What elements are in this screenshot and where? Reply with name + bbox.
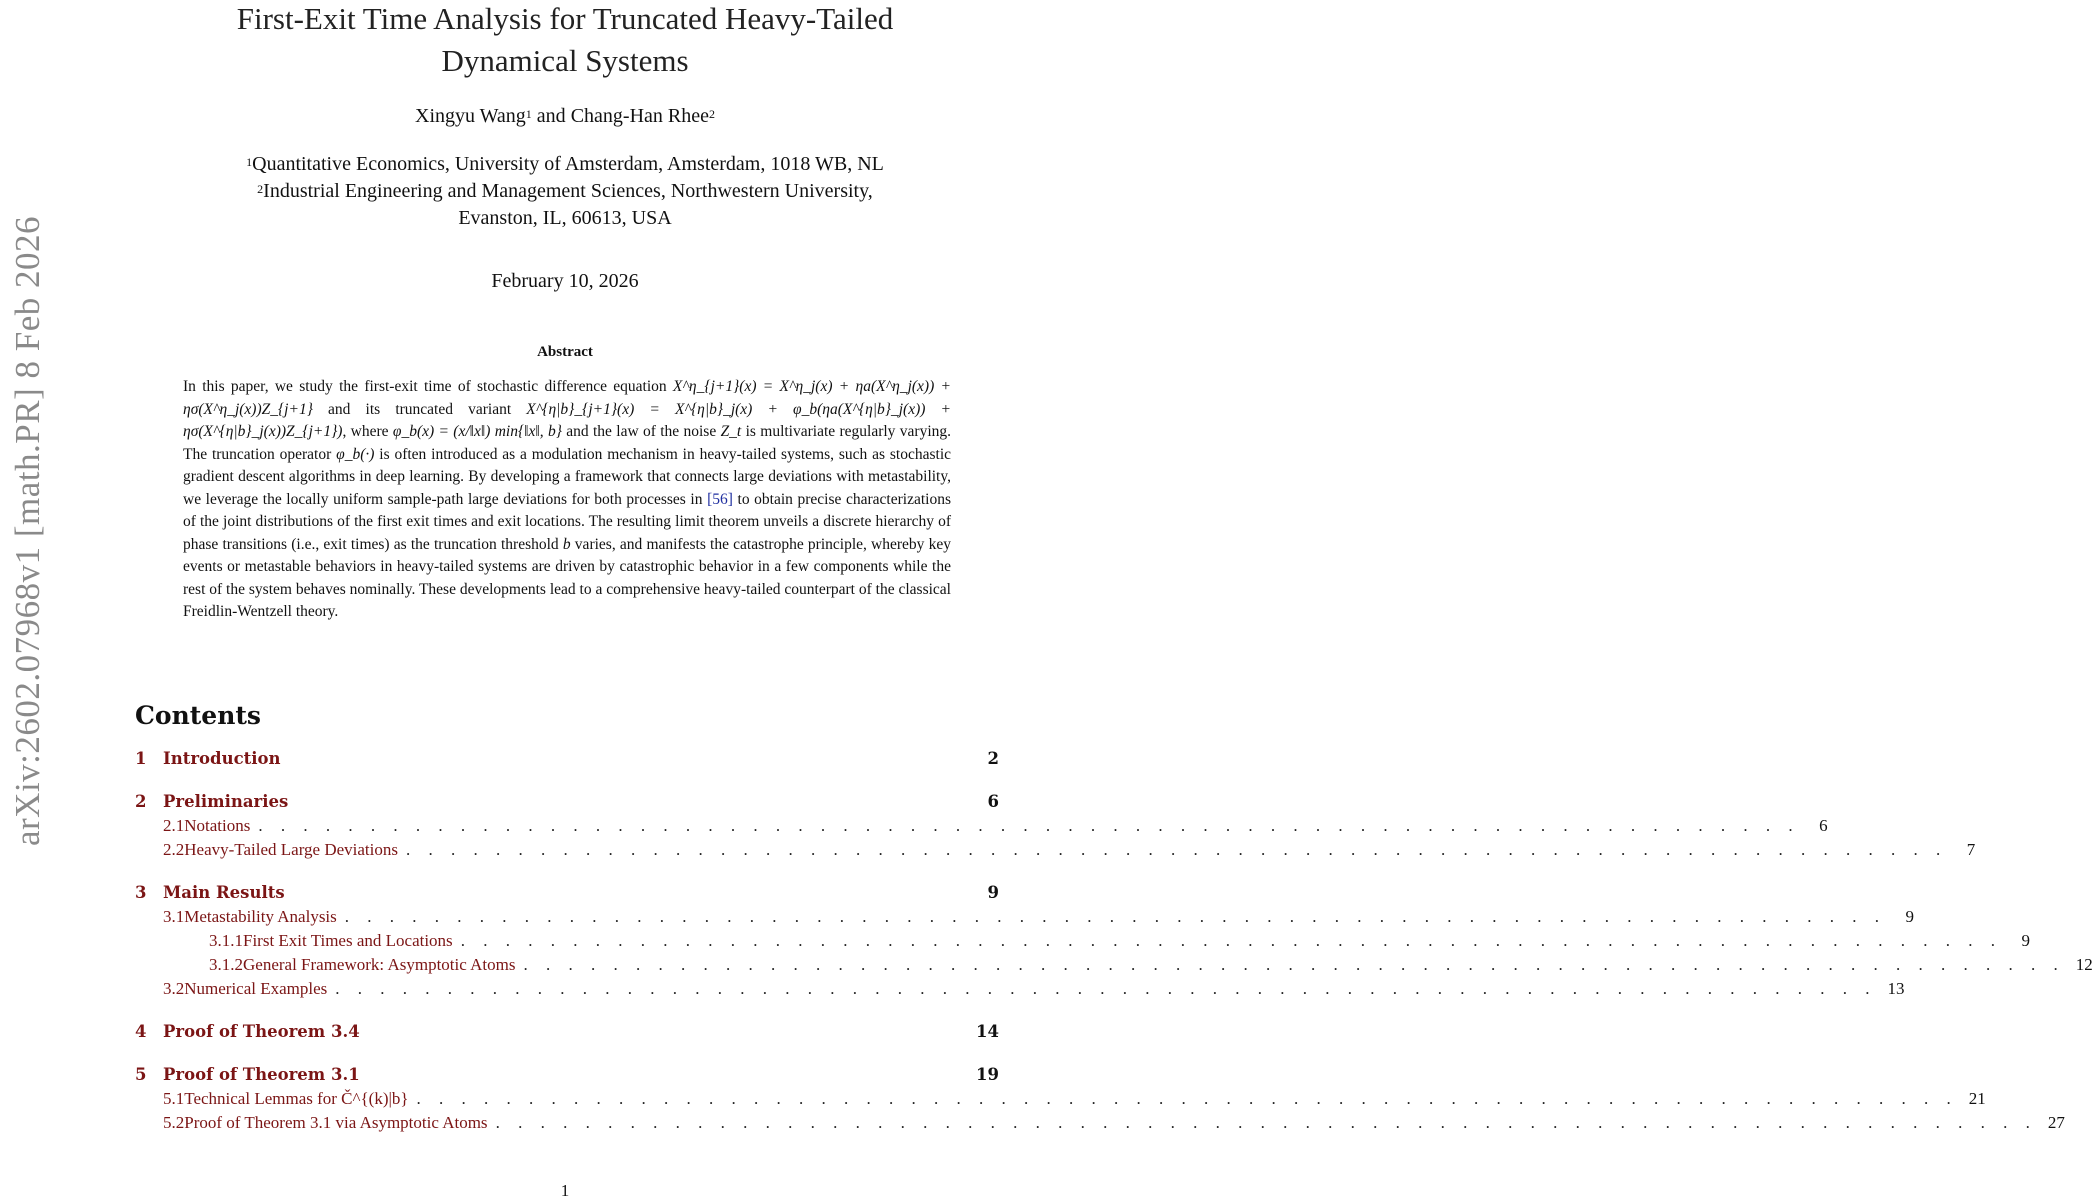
toc-entry-number: 2 (135, 792, 147, 811)
toc-dot-leader: . . . . . . . . . . . . . . . . . . . . . . . . . . . . . . . . . . . . . . . . . . . . . . . . . . . . . . . . . . . . . . . . . . . . . (335, 979, 1877, 998)
arxiv-identifier-text: arXiv:2602.07968v1 [math.PR] 8 Feb 2026 (8, 215, 47, 847)
toc-entry-page[interactable]: 6 (1819, 816, 1828, 835)
toc-entry-number: 2.2 (163, 840, 185, 859)
toc-dot-leader: . . . . . . . . . . . . . . . . . . . . . . . . . . . . . . . . . . . . . . . . . . . . . . . . . . . . . . . . . . . . . . . . . . . . . (258, 816, 1800, 835)
toc-dot-leader: . . . . . . . . . . . . . . . . . . . . . . . . . . . . . . . . . . . . . . . . . . . . . . . . . . . . . . . . . . . . . . . . . . . . . (495, 1113, 2037, 1132)
abstract-heading: Abstract (537, 344, 593, 360)
toc-entry-number: 3 (135, 883, 147, 902)
toc-entry-label[interactable]: Main Results (163, 883, 285, 902)
toc-entry-label[interactable]: First Exit Times and Locations (243, 931, 453, 950)
toc-entry[interactable] (163, 816, 1828, 840)
citation-link-56[interactable]: [56] (707, 490, 733, 508)
author-2-name: Chang-Han Rhee (570, 105, 709, 127)
toc-entry[interactable] (163, 907, 1915, 931)
affiliation-2-line2: Evanston, IL, 60613, USA (458, 207, 672, 229)
page-number: 1 (560, 1181, 570, 1200)
toc-entry-label[interactable]: Heavy-Tailed Large Deviations (184, 840, 398, 859)
contents-heading: Contents (135, 701, 262, 730)
abstract-text-2: and its truncated variant (312, 400, 527, 418)
affiliation-1-text: Quantitative Economics, University of Amsterdam, Amsterdam, 1018 WB, NL (252, 153, 884, 175)
toc-entry-page[interactable]: 9 (2021, 931, 2030, 950)
affiliations (120, 151, 1010, 232)
arxiv-identifier-stamp (8, 181, 48, 881)
affiliation-1 (120, 151, 1010, 178)
toc-dot-leader: . . . . . . . . . . . . . . . . . . . . . . . . . . . . . . . . . . . . . . . . . . . . . . . . . . . . . . . . . . . . . . . . . . . . . (460, 931, 2002, 950)
toc-entry-number: 1 (135, 749, 147, 768)
toc-entry-number: 4 (135, 1022, 147, 1041)
author-list (120, 103, 1010, 129)
toc-entry[interactable] (163, 1089, 1986, 1113)
toc-entry[interactable] (209, 955, 2093, 979)
toc-entry-page[interactable]: 9 (987, 883, 999, 902)
toc-entry-label[interactable]: Proof of Theorem 3.1 (163, 1065, 360, 1084)
toc-entry-page[interactable]: 19 (976, 1065, 999, 1084)
toc-entry-label[interactable]: Technical Lemmas for Č^{(k)|b} (184, 1089, 409, 1108)
toc-entry-label[interactable]: Preliminaries (163, 792, 289, 811)
author-1-name: Xingyu Wang (415, 105, 526, 127)
toc-entry-number: 3.1.1 (209, 931, 243, 950)
abstract-math-noise: Z_t (720, 423, 742, 440)
toc-entry[interactable] (209, 931, 2030, 955)
toc-entry-number: 5.1 (163, 1089, 185, 1108)
toc-entry-number: 2.1 (163, 816, 185, 835)
toc-entry[interactable] (135, 1065, 999, 1089)
toc-entry-label[interactable]: Proof of Theorem 3.1 via Asymptotic Atoms (184, 1113, 488, 1132)
toc-entry-label[interactable]: Proof of Theorem 3.4 (163, 1022, 360, 1041)
toc-entry-label[interactable]: Introduction (163, 749, 281, 768)
toc-entry[interactable] (135, 883, 999, 907)
affiliation-2-mark: 2 (257, 182, 264, 196)
toc-entry-label[interactable]: Notations (184, 816, 251, 835)
toc-dot-leader: . . . . . . . . . . . . . . . . . . . . . . . . . . . . . . . . . . . . . . . . . . . . . . . . . . . . . . . . . . . . . . . . . . . . . (523, 955, 2065, 974)
abstract-math-sde: X^η_{j+1}(x) = X^η_j(x) + ηa(X^η_j(x)) + ησ(X^η_j(x))Z_{j+1} (183, 378, 951, 418)
toc-entry-page[interactable]: 21 (1968, 1089, 1986, 1108)
toc-entry-page[interactable]: 27 (2047, 1113, 2065, 1132)
abstract-text-4: and the law of the noise (561, 423, 721, 440)
toc-entry-label[interactable]: General Framework: Asymptotic Atoms (243, 955, 516, 974)
toc-entry[interactable] (163, 1113, 2065, 1137)
toc-entry[interactable] (163, 840, 1976, 864)
toc-dot-leader: . . . . . . . . . . . . . . . . . . . . . . . . . . . . . . . . . . . . . . . . . . . . . . . . . . . . . . . . . . . . . . . . . . . . . (416, 1089, 1958, 1108)
abstract-math-b: b (562, 535, 571, 553)
affiliation-2 (120, 178, 1010, 205)
publication-date: February 10, 2026 (491, 270, 639, 292)
abstract-body (183, 376, 951, 624)
author-2-affil-mark: 2 (708, 107, 715, 121)
abstract-text-8: varies, and manifests the catastrophe principle, whereby key events or metastable behaviors in heavy-tailed systems are driven by catastrophic behavior in a few components while the rest of the system behaves nominally. These developments lead to a comprehensive heavy-tailed counterpart of the classical Freidlin-Wentzell theory. (183, 535, 951, 620)
author-connector: and (531, 105, 571, 127)
abstract-text-7: to obtain precise characterizations of the joint distributions of the first exit times and exit locations. The resulting limit theorem unveils a discrete hierarchy of phase transitions (i.e., exit times) as the truncation threshold (183, 490, 951, 553)
toc-entry-label[interactable]: Metastability Analysis (184, 907, 337, 926)
abstract-text-1: In this paper, we study the first-exit time of stochastic difference equation (183, 378, 673, 395)
toc-dot-leader: . . . . . . . . . . . . . . . . . . . . . . . . . . . . . . . . . . . . . . . . . . . . . . . . . . . . . . . . . . . . . . . . . . . . . (344, 907, 1887, 926)
toc-entry-page[interactable]: 7 (1966, 840, 1976, 859)
abstract-text-5: is multivariate regularly varying. The truncation operator (183, 423, 951, 463)
abstract-text-3: , where (342, 423, 393, 440)
toc-entry-page[interactable]: 2 (987, 749, 999, 768)
toc-entry-number: 3.1 (163, 907, 185, 926)
author-1-affil-mark: 1 (525, 107, 532, 121)
toc-entry-number: 5.2 (163, 1113, 185, 1132)
paper-title-line2: Dynamical Systems (441, 43, 689, 78)
toc-entry-page[interactable]: 12 (2075, 955, 2093, 974)
toc-entry-page[interactable]: 13 (1887, 979, 1905, 998)
toc-dot-leader: . . . . . . . . . . . . . . . . . . . . . . . . . . . . . . . . . . . . . . . . . . . . . . . . . . . . . . . . . . . . . . . . . . . . . (406, 840, 1948, 859)
toc-entry-page[interactable]: 6 (987, 792, 999, 811)
toc-entry-number: 3.2 (163, 979, 185, 998)
toc-entry-number: 3.1.2 (209, 955, 243, 974)
abstract-text-6: is often introduced as a modulation mechanism in heavy-tailed systems, such as stochastic gradient descent algorithms in deep learning. By developing a framework that connects large deviations with metastability, we leverage the locally uniform sample-path large deviations for both processes in (183, 445, 952, 508)
toc-entry[interactable] (135, 1022, 999, 1046)
paper-title-line1: First-Exit Time Analysis for Truncated Heavy-Tailed (236, 1, 894, 36)
affiliation-2-text-line1: Industrial Engineering and Management Sciences, Northwestern University, (263, 180, 873, 202)
affiliation-1-mark: 1 (246, 155, 253, 169)
toc-entry-number: 5 (135, 1065, 147, 1084)
toc-entry-page[interactable]: 14 (976, 1022, 999, 1041)
toc-entry[interactable] (135, 749, 999, 773)
abstract-paragraph (183, 376, 951, 624)
abstract-math-truncated-sde: X^{η|b}_{j+1}(x) = X^{η|b}_j(x) + φ_b(ηa(X^{η|b}_j(x)) + ησ(X^{η|b}_j(x))Z_{j+1}) (183, 400, 951, 440)
abstract-math-truncation-operator: φ_b(x) = (x/‖x‖) min{‖x‖, b} (392, 423, 562, 440)
toc-entry[interactable] (163, 979, 1905, 1003)
toc-entry-label[interactable]: Numerical Examples (184, 979, 328, 998)
abstract-math-phi: φ_b(·) (336, 445, 375, 463)
toc-entry[interactable] (135, 792, 999, 816)
paper-title (120, 0, 1010, 82)
toc-entry-page[interactable]: 9 (1905, 907, 1915, 926)
